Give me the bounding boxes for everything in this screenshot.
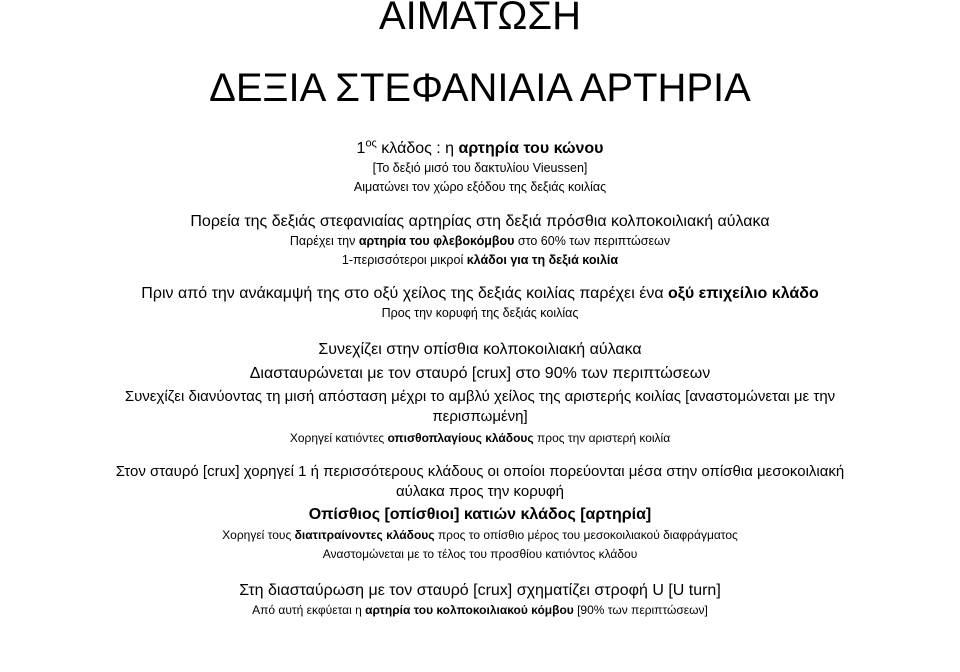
section4-line-5: Χορηγεί κατιόντες οπισθοπλαγίους κλάδους προς την αριστερή κοιλία <box>289 431 671 445</box>
section-crux-branches <box>0 462 960 564</box>
section4-line-1: Συνεχίζει στην οπίσθια κολποκοιλιακή αύλακα <box>318 341 642 358</box>
section5-line-2: αύλακα προς την κορυφή <box>396 483 564 500</box>
section-conus-artery <box>0 138 960 197</box>
section3-line-2: Προς την κορυφή της δεξιάς κοιλίας <box>381 306 579 320</box>
section-u-turn <box>0 580 960 620</box>
section5-line-1: Στον σταυρό [crux] χορηγεί 1 ή περισσότερους κλάδους οι οποίοι πορεύονται μέσα στην οπίσθια μεσοκοιλιακή <box>115 463 845 480</box>
section-posterior-groove <box>0 339 960 448</box>
section5-line-3: Οπίσθιος [οπίσθιοι] κατιών κλάδος [αρτηρία] <box>308 506 652 523</box>
section5-line-4: Χορηγεί τους διατιτραίνοντες κλάδους προς το οπίσθιο μέρος του μεσοκοιλιακού διαφράγματος <box>222 528 738 542</box>
section1-line-3: Αιματώνει τον χώρο εξόδου της δεξιάς κοιλίας <box>353 180 607 194</box>
section6-line-1: Στη διασταύρωση με τον σταυρό [crux] σχηματίζει στροφή U [U turn] <box>239 582 721 599</box>
section2-line-2: Παρέχει την αρτηρία του φλεβοκόμβου στο 60% των περιπτώσεων <box>289 234 671 248</box>
section4-line-2: Διασταυρώνεται με τον σταυρό [crux] στο 90% των περιπτώσεων <box>249 365 711 382</box>
title-line-2: ΔΕΞΙΑ ΣΤΕΦΑΝΙΑΙΑ ΑΡΤΗΡΙΑ <box>209 66 751 110</box>
section1-heading: $1^{o\varsigma}$ κλάδος : η αρτηρία του κώνου <box>356 137 604 157</box>
slide-title <box>0 0 960 111</box>
section-course <box>0 211 960 270</box>
section3-heading: Πριν από την ανάκαμψή της στο οξύ χείλος της δεξιάς κοιλίας παρέχει ένα οξύ επιχείλιο κλάδο <box>141 285 819 302</box>
section4-line-4: περισπωμένη] <box>432 408 528 425</box>
section2-line-3: 1-περισσότεροι μικροί κλάδοι για τη δεξιά κοιλία <box>341 253 619 267</box>
section-acute-marginal <box>0 283 960 323</box>
section5-line-5: Αναστομώνεται με το τέλος του προσθίου κατιόντος κλάδου <box>322 547 638 561</box>
section1-line-2: [Το δεξιό μισό του δακτυλίου Vieussen] <box>372 161 588 175</box>
section6-line-2: Από αυτή εκφύεται η αρτηρία του κολποκοιλιακού κόμβου [90% των περιπτώσεων] <box>252 603 708 617</box>
section2-heading: Πορεία της δεξιάς στεφανιαίας αρτηρίας στη δεξιά πρόσθια κολποκοιλιακή αύλακα <box>190 213 770 230</box>
title-line-1: ΑΙΜΑΤΩΣΗ <box>378 0 582 38</box>
section4-line-3: Συνεχίζει διανύοντας τη μισή απόσταση μέχρι το αμβλύ χείλος της αριστερής κοιλίας [αναστομώνεται με την <box>124 388 836 405</box>
